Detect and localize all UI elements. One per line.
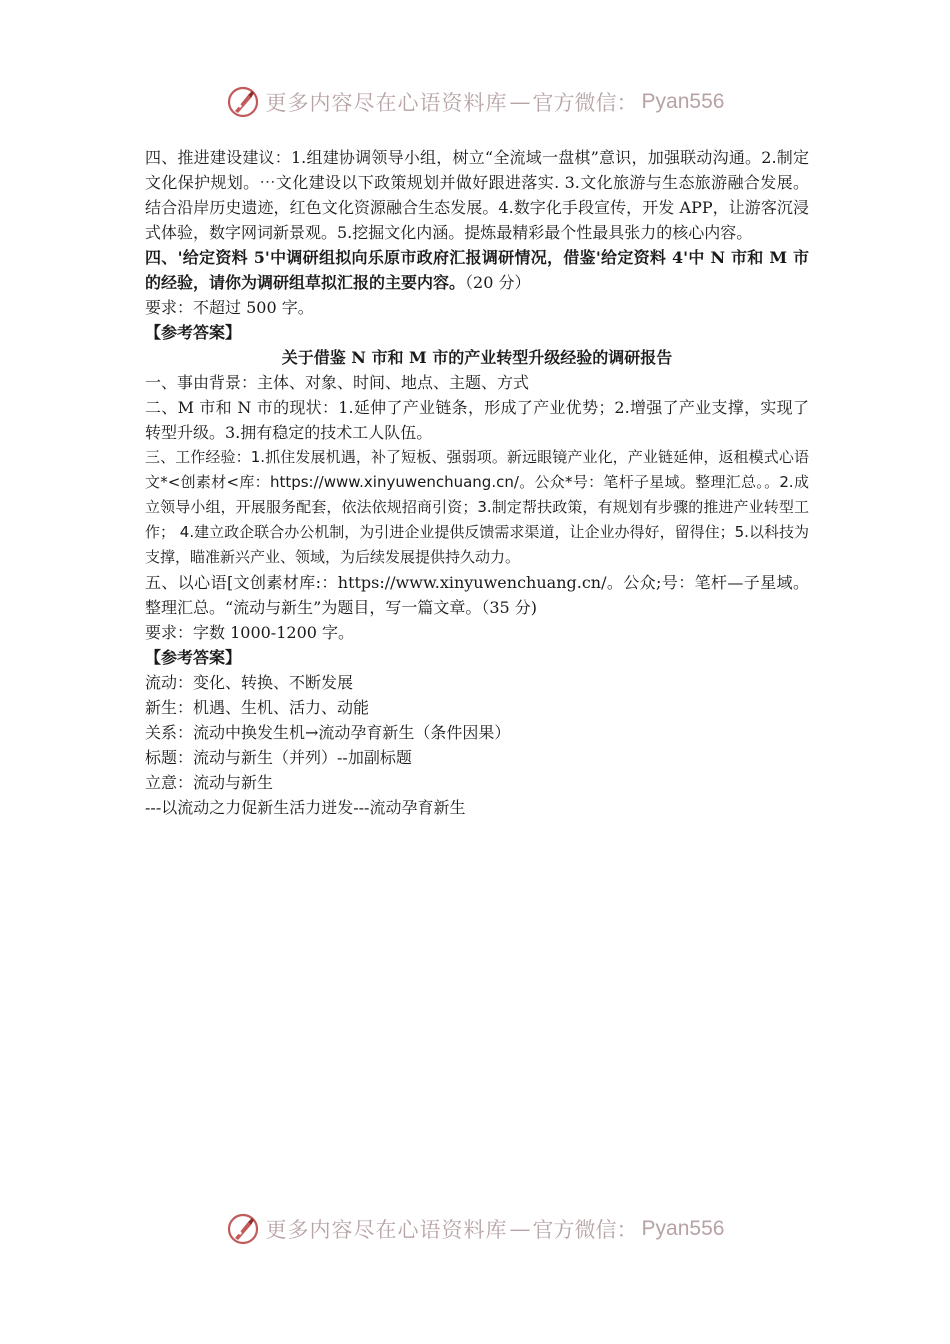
line-flow: 流动：变化、转换、不断发展 (145, 673, 354, 692)
line-title: 标题：流动与新生（并列）--加副标题 (145, 748, 412, 767)
requirement-1: 要求：不超过 500 字。 (145, 298, 314, 317)
paragraph-suggestions: 四、推进建设建议：1.组建协调领导小组，树立“全流域一盘棋”意识，加强联动沟通。2.制定文化保护规划。⋯文化建设以下政策规划并做好跟进落实. 3.文化旅游与生态旅游融合发展。结合沿岸历史遗迹，红色文化资源融合生态发展。4.数字化手段宣传，开发 APP，让游客沉浸式体验，数字网词新景观。5.挖掘文化内涵。提炼最精彩最个性最具张力的核心内容。 (145, 148, 809, 242)
report-title: 关于借鉴 N 市和 M 市的产业转型升级经验的调研报告 (281, 348, 673, 367)
requirement-2: 要求：字数 1000-1200 字。 (145, 623, 355, 642)
line-relation: 关系：流动中换发生机→流动孕育新生（条件因果） (145, 723, 511, 742)
answer-label-2: 【参考答案】 (145, 648, 242, 667)
watermark-contact-label: 官方微信： (532, 1218, 638, 1242)
question-5: 五、以心语[文创素材库:：https://www.xinyuwenchuang.cn/。公众;号：笔杆—子星域。整理汇总。“流动与新生”为题目，写一篇文章。（35 分) (145, 573, 809, 617)
watermark-contact-id: Pyan556 (641, 1217, 725, 1240)
report-item-1: 一、事由背景：主体、对象、时间、地点、主题、方式 (145, 373, 530, 392)
answer-label-1: 【参考答案】 (145, 323, 242, 342)
line-idea: 立意：流动与新生 (145, 773, 274, 792)
watermark-text: 更多内容尽在心语资料库 (265, 91, 508, 115)
line-new: 新生：机遇、生机、活力、动能 (145, 698, 370, 717)
pen-nib-icon (226, 1212, 260, 1246)
watermark-text: 更多内容尽在心语资料库 (265, 1218, 508, 1242)
pen-nib-icon (226, 85, 260, 119)
report-item-2: 二、M 市和 N 市的现状：1.延伸了产业链条，形成了产业优势；2.增强了产业支撑，实现了转型升级。3.拥有稳定的技术工人队伍。 (145, 398, 809, 442)
document-body (145, 145, 809, 820)
watermark-contact-id: Pyan556 (641, 90, 725, 113)
question-4-score: （20 分） (465, 273, 531, 292)
question-4 (145, 245, 809, 295)
watermark-contact-label: 官方微信： (532, 91, 638, 115)
watermark-separator: — (509, 90, 531, 114)
footer-watermark (0, 1207, 950, 1251)
watermark-separator: — (509, 1217, 531, 1241)
question-4-text: 四、'给定资料 5'中调研组拟向乐原市政府汇报调研情况，借鉴'给定资料 4'中 N 市和 M 市的经验，请你为调研组草拟汇报的主要内容。 (145, 248, 809, 292)
header-watermark (0, 80, 950, 124)
line-subtitle: ---以流动之力促新生活力迸发---流动孕育新生 (145, 798, 466, 817)
report-item-3: 三、工作经验：1.抓住发展机遇，补了短板、强弱项。新远眼镜产业化，产业链延伸，返租模式心语文*<创素材<库：https://www.xinyuwenchuang.cn/。公众*号：笔杆子星域。整理汇总。。2.成立领导小组，开展服务配套，依法依规招商引资；3.制定帮扶政策，有规划有步骤的推进产业转型工作； 4.建立政企联合办公机制，为引进企业提供反馈需求渠道，让企业办得好，留得住；5.以科技为支撑，瞄准新兴产业、领域，为后续发展提供持久动力。 (145, 448, 809, 566)
